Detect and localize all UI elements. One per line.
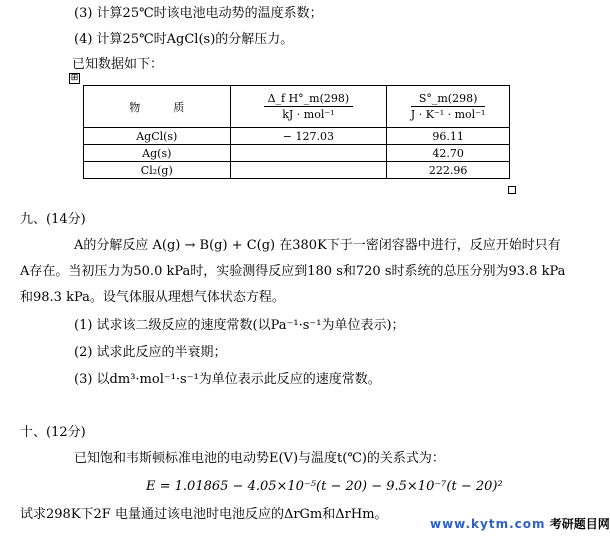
section-9-para-2: A存在。当初压力为50.0 kPa时，实验测得反应到180 s和720 s时系统的总压分别为93.8 kPa: [20, 264, 566, 279]
cell-entropy: 96.11: [387, 128, 510, 145]
section-10-equation: E = 1.01865 − 4.05×10⁻⁵(t − 20) − 9.5×10⁻⁷(t − 20)²: [146, 479, 503, 494]
table-row: [84, 162, 510, 179]
cell-substance: Cl₂(g): [84, 162, 231, 179]
header-entropy: [387, 86, 510, 128]
table-row: [84, 145, 510, 162]
table-row: [84, 128, 510, 145]
known-data-line: 已知数据如下：: [72, 57, 164, 72]
section-10-para-2: 试求298K下2F 电量通过该电池时电池反应的ΔrGm和ΔrHm。: [20, 507, 388, 522]
table-move-handle-icon[interactable]: ⊞: [70, 73, 79, 83]
cell-substance: Ag(s): [84, 145, 231, 162]
header-entropy-symbol: S°_m(298): [411, 92, 486, 107]
cell-entropy: 222.96: [387, 162, 510, 179]
cell-enthalpy: − 127.03: [230, 128, 387, 145]
header-enthalpy-unit: kJ · mol⁻¹: [282, 108, 335, 121]
section-9-question-3: (3) 以dm³·mol⁻¹·s⁻¹为单位表示此反应的速度常数。: [74, 372, 381, 387]
thermo-data-table: [83, 85, 510, 179]
cell-substance: AgCl(s): [84, 128, 231, 145]
section-10-para-1: 已知饱和韦斯顿标准电池的电动势E(V)与温度t(℃)的关系式为：: [74, 451, 445, 466]
header-substance: 物 质: [84, 86, 231, 128]
section-9-question-1: (1) 试求该二级反应的速度常数(以Pa⁻¹·s⁻¹为单位表示)；: [74, 318, 405, 333]
section-10-title: 十、(12分): [20, 425, 86, 440]
watermark-url: www.kytm.com: [430, 517, 546, 531]
table-header-row: [84, 86, 510, 128]
header-enthalpy-symbol: Δ_f H°_m(298): [264, 92, 354, 107]
question-3-line: (3) 计算25℃时该电池电动势的温度系数；: [74, 6, 323, 21]
section-9-question-2: (2) 试求此反应的半衰期；: [74, 345, 227, 360]
watermark-site-name: 考研题目网: [549, 517, 610, 531]
section-9-para-3: 和98.3 kPa。设气体服从理想气体状态方程。: [20, 290, 285, 305]
header-entropy-unit: J · K⁻¹ · mol⁻¹: [410, 108, 486, 121]
cell-entropy: 42.70: [387, 145, 510, 162]
section-9-para-1: A的分解反应 A(g) → B(g) + C(g) 在380K下于一密闭容器中进行，反应开始时只有: [74, 238, 561, 253]
watermark: [430, 515, 610, 532]
question-4-line: (4) 计算25℃时AgCl(s)的分解压力。: [74, 32, 294, 47]
section-9-title: 九、(14分): [20, 212, 86, 227]
table-resize-handle[interactable]: [508, 186, 516, 194]
cell-enthalpy: [230, 162, 387, 179]
cell-enthalpy: [230, 145, 387, 162]
header-enthalpy: [230, 86, 387, 128]
